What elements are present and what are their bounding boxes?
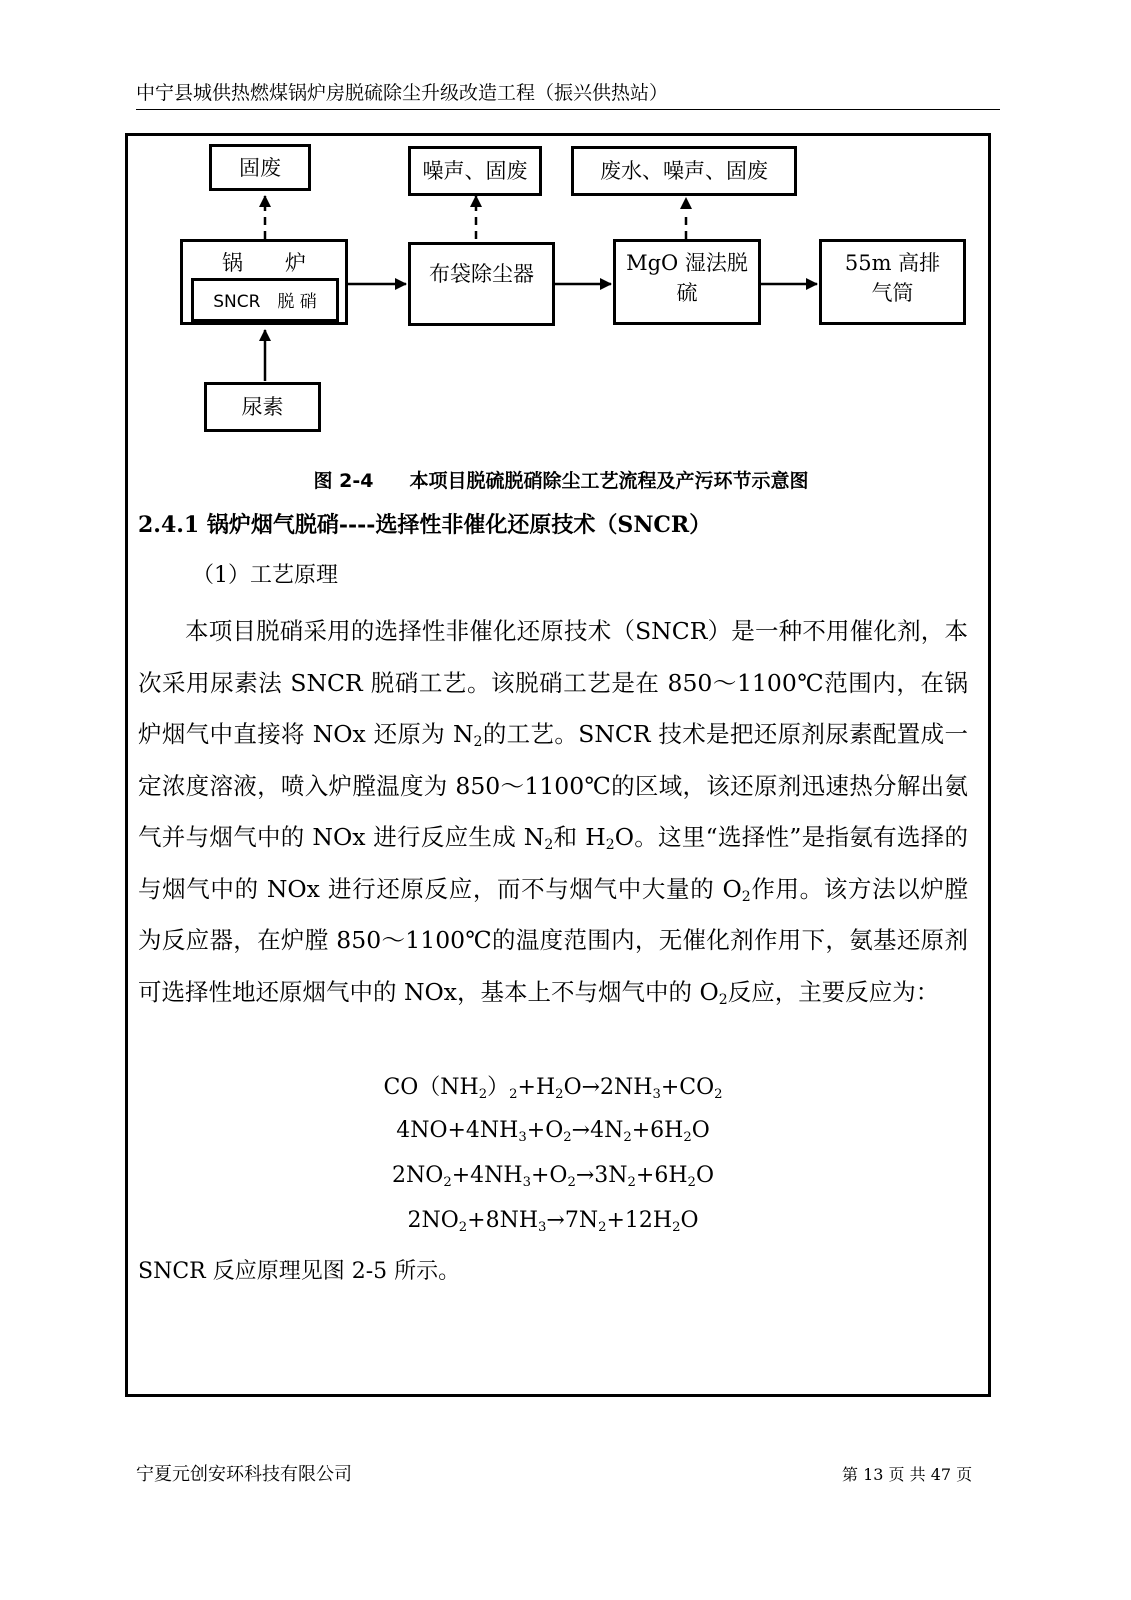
- footer-company: 宁夏元创安环科技有限公司: [136, 1464, 352, 1485]
- bag-filter-box: 布袋除尘器: [408, 242, 555, 326]
- footer-page-number: 第 13 页 共 47 页: [842, 1465, 973, 1484]
- principle-paragraph: 本项目脱硝采用的选择性非催化还原技术（SNCR）是一种不用催化剂，本次采用尿素法 SNCR 脱硝工艺。该脱硝工艺是在 850～1100℃范围内，在锅炉烟气中直接将 NOx 还原为 $N_2$的工艺。SNCR 技术是把还原剂尿素配置成一定浓度溶液，喷入炉膛温度为 850～1100℃的区域，该还原剂迅速热分解出氨气并与烟气中的 NOx 进行反应生成 $N_2$和 $H_2O$。这里“选择性”是指氨有选择的与烟气中的 NOx 进行还原反应，而不与烟气中大量的 $O_2$作用。该方法以炉膛为反应器，在炉膛 850～1100℃的温度范围内，无催化剂作用下，氨基还原剂可选择性地还原烟气中的 NOx，基本上不与烟气中的 $O_2$反应，主要反应为：: [138, 617, 969, 1008]
- mgo-desulfurization-box: MgO 湿法脱 硫: [613, 239, 761, 325]
- stack-box: 55m 高排 气筒: [819, 239, 966, 325]
- equation-4: $2NO_2+8NH_3\to 7N_2+12H_2O$: [407, 1208, 699, 1235]
- equation-2: $4NO+4NH_3+O_2\to 4N_2+6H_2O$: [396, 1118, 710, 1145]
- boiler-box: 锅 炉 SNCR 脱 硝: [180, 239, 348, 325]
- reference-sentence: SNCR 反应原理见图 2-5 所示。: [138, 1259, 461, 1284]
- content-frame: [125, 133, 991, 1397]
- equation-3: $2NO_2+4NH_3+O_2\to 3N_2+6H_2O$: [392, 1163, 714, 1190]
- water-noise-waste-box: 废水、噪声、固废: [571, 146, 797, 196]
- page-header: 中宁县城供热燃煤锅炉房脱硫除尘升级改造工程（振兴供热站）: [136, 80, 1000, 110]
- subsection-title: （1）工艺原理: [192, 563, 338, 588]
- section-heading: 2.4.1 锅炉烟气脱硝----选择性非催化还原技术（SNCR）: [138, 512, 712, 538]
- equation-1: $CO(NH_2)_2+H_2O\to 2NH_3+CO_2$: [383, 1075, 723, 1102]
- urea-box: 尿素: [204, 382, 321, 432]
- figure-caption: 图 2-4 本项目脱硫脱硝除尘工艺流程及产污环节示意图: [313, 470, 809, 492]
- solid-waste-box-1: 固废: [209, 144, 311, 191]
- noise-waste-box: 噪声、固废: [408, 146, 542, 196]
- sncr-box: SNCR 脱 硝: [191, 278, 339, 322]
